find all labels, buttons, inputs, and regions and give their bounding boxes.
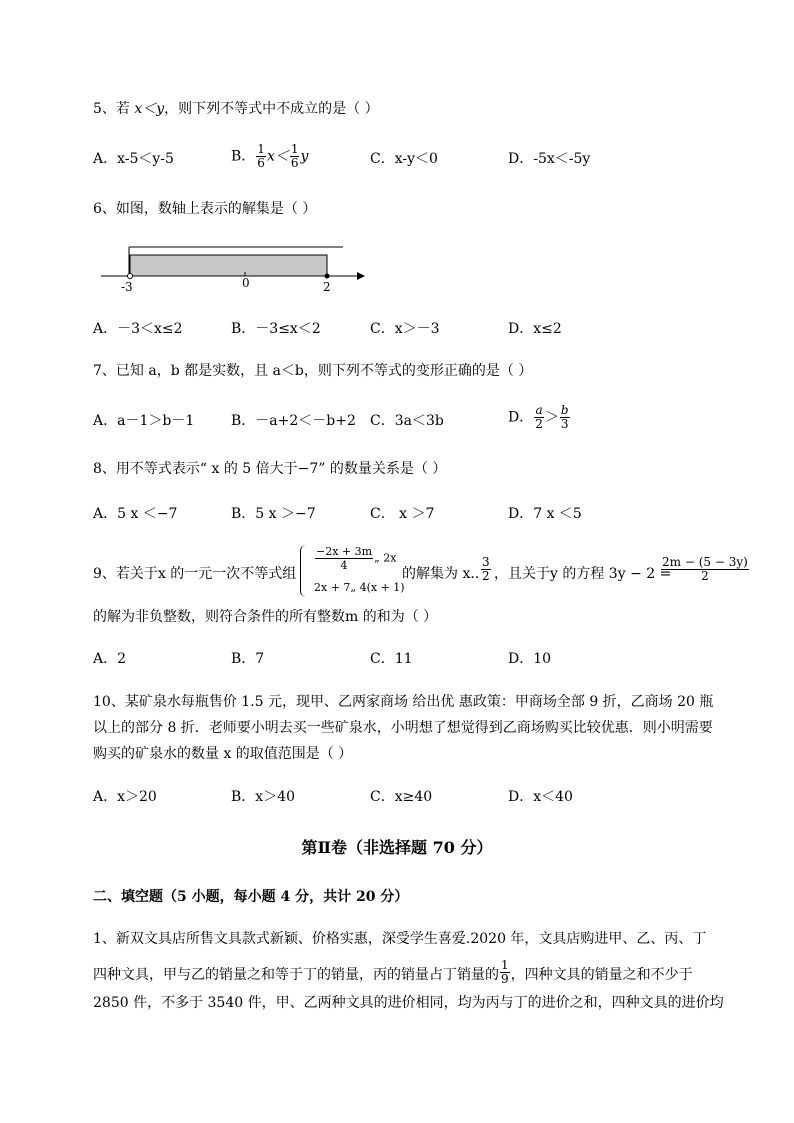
q6-option-c: C．x＞－3 [370, 321, 440, 337]
q6-stem: 6、如图，数轴上表示的解集是（ ） [93, 201, 317, 217]
q10-option-a: A．x＞20 [93, 789, 157, 805]
system-line-2: 2x + 7„ 4(x + 1) [314, 581, 405, 594]
fraction-denominator: 4 [340, 559, 348, 572]
tick-label-zero: 0 [242, 276, 250, 290]
q9-stem-line2: 的解为非负整数，则符合条件的所有整数m 的和为（ ） [93, 609, 438, 625]
q5-option-b [231, 143, 308, 170]
q8-option-a: A．5 x ＜−7 [93, 506, 178, 522]
q7-option-b: B．－a+2＜－b+2 [231, 413, 356, 429]
q5-stem-suffix: ，则下列不等式中不成立的是（ ） [164, 101, 379, 117]
fraction-numerator: 2m − (5 − 3y) [662, 555, 748, 569]
system-line-1-relation: „ 2x [374, 551, 397, 565]
q9-inequality-system [300, 545, 410, 599]
q5-b-label: B． [231, 148, 256, 165]
q5-option-c: C．x-y＜0 [370, 151, 438, 167]
fraction-numerator: 1 [257, 142, 265, 156]
fraction-numerator: 3 [482, 555, 490, 569]
fraction-denominator: 2 [535, 417, 543, 431]
fill1-line2 [93, 959, 693, 986]
q10-option-c: C．x≥40 [370, 789, 433, 805]
fraction-numerator: 1 [501, 958, 509, 972]
fraction-numerator: a [535, 403, 543, 417]
q5-stem [93, 100, 379, 118]
q9-option-c: C．11 [370, 651, 413, 667]
tick-label-neg3: -3 [121, 280, 133, 294]
fill1-line2-part-a: 四种文具，甲与乙的销量之和等于丁的销量，丙的销量占丁销量的 [93, 967, 499, 983]
q5-b-end: y [300, 148, 309, 165]
axis-arrow [357, 272, 365, 280]
q5-b-fraction1 [256, 143, 266, 170]
q5-option-a: A．x-5＜y-5 [93, 151, 174, 167]
q5-condition: x＜y [134, 101, 165, 117]
system-line-1 [314, 545, 396, 572]
open-point-left [128, 274, 133, 279]
fraction-denominator: 2 [482, 569, 490, 583]
fraction-numerator: b [560, 403, 569, 417]
solution-shaded-region [130, 255, 327, 276]
q7-d-fraction1 [534, 404, 544, 431]
fill1-line3: 2850 件，不多于 3540 件，甲、乙两种文具的进价相同，均为丙与丁的进价之和，四种文具的进价均 [93, 995, 724, 1011]
fraction-denominator: 2 [701, 569, 709, 583]
q5-stem-prefix: 5、若 [93, 101, 135, 117]
fraction-denominator: 6 [290, 156, 299, 170]
q10-line3: 购买的矿泉水的数量 x 的取值范围是（ ） [93, 746, 353, 762]
system-fraction [315, 545, 373, 572]
q7-option-c: C．3a＜3b [370, 413, 444, 429]
tick-label-two: 2 [323, 280, 331, 294]
q10-line1: 10、某矿泉水每瓶售价 1.5 元，现甲、乙两家商场 给出优 惠政策：甲商场全部 9 折，乙商场 20 瓶 [93, 694, 714, 710]
q7-d-gt: ＞ [544, 409, 559, 426]
q9-stem-start: 9、若关于x 的一元一次不等式组 [93, 566, 297, 582]
q10-option-d: D．x＜40 [508, 789, 573, 805]
solution-fraction [481, 556, 491, 583]
fill1-fraction [500, 959, 510, 986]
equation-fraction [661, 556, 749, 583]
fraction-numerator: −2x + 3m [316, 545, 373, 558]
q9-stem-mid: 的解集为 x.. [402, 566, 480, 582]
q6-option-a: A．－3＜x≤2 [93, 321, 183, 337]
part2-heading: 第Ⅱ卷（非选择题 70 分） [301, 838, 493, 857]
q10-option-b: B．x＞40 [231, 789, 295, 805]
q9-option-d: D．10 [508, 651, 552, 667]
fraction-denominator: 6 [257, 156, 265, 170]
q9-option-a: A．2 [93, 651, 127, 667]
q5-b-fraction2 [290, 143, 300, 170]
fill1-line1: 1、新双文具店所售文具款式新颖、价格实惠，深受学生喜爱.2020 年，文具店购进甲、乙、丙、丁 [93, 931, 707, 947]
closed-point-right [325, 274, 330, 279]
q9-stem-mid2: ，且关于y 的方程 3y − 2 = [494, 566, 672, 582]
q9-equation-fraction [660, 556, 750, 583]
q8-option-c: C． x ＞7 [370, 506, 435, 522]
section2-title: 二、填空题（5 小题，每小题 4 分，共计 20 分） [93, 889, 409, 905]
fraction-denominator: 9 [501, 972, 509, 986]
fill1-line2-part-b: ，四种文具的销量之和不少于 [510, 967, 693, 983]
q9-option-b: B．7 [231, 651, 265, 667]
q5-b-mid: x＜ [266, 148, 289, 165]
q8-stem: 8、用不等式表示“ x 的 5 倍大于−7” 的数量关系是（ ） [93, 461, 447, 477]
q5-option-d: D．-5x＜-5y [508, 151, 591, 167]
q7-stem: 7、已知 a，b 都是实数，且 a＜b，则下列不等式的变形正确的是（ ） [93, 363, 533, 379]
q6-option-b: B．－3≤x＜2 [231, 321, 321, 337]
system-brace [300, 545, 307, 597]
q6-option-d: D．x≤2 [508, 321, 562, 337]
q7-d-fraction2 [560, 404, 570, 431]
fraction-numerator: 1 [290, 142, 299, 156]
q8-option-d: D．7 x ＜5 [508, 506, 582, 522]
q7-option-d [508, 404, 571, 431]
q7-d-label: D． [508, 409, 534, 426]
q10-line2: 以上的部分 8 折．老师要小明去买一些矿泉水，小明想了想觉得到乙商场购买比较优惠．则小明需要 [93, 720, 713, 736]
q7-option-a: A．a－1＞b－1 [93, 413, 195, 429]
number-line-figure [95, 240, 370, 296]
fraction-denominator: 3 [560, 417, 569, 431]
q9-solution-fraction [480, 556, 492, 583]
q8-option-b: B．5 x ＞−7 [231, 506, 316, 522]
